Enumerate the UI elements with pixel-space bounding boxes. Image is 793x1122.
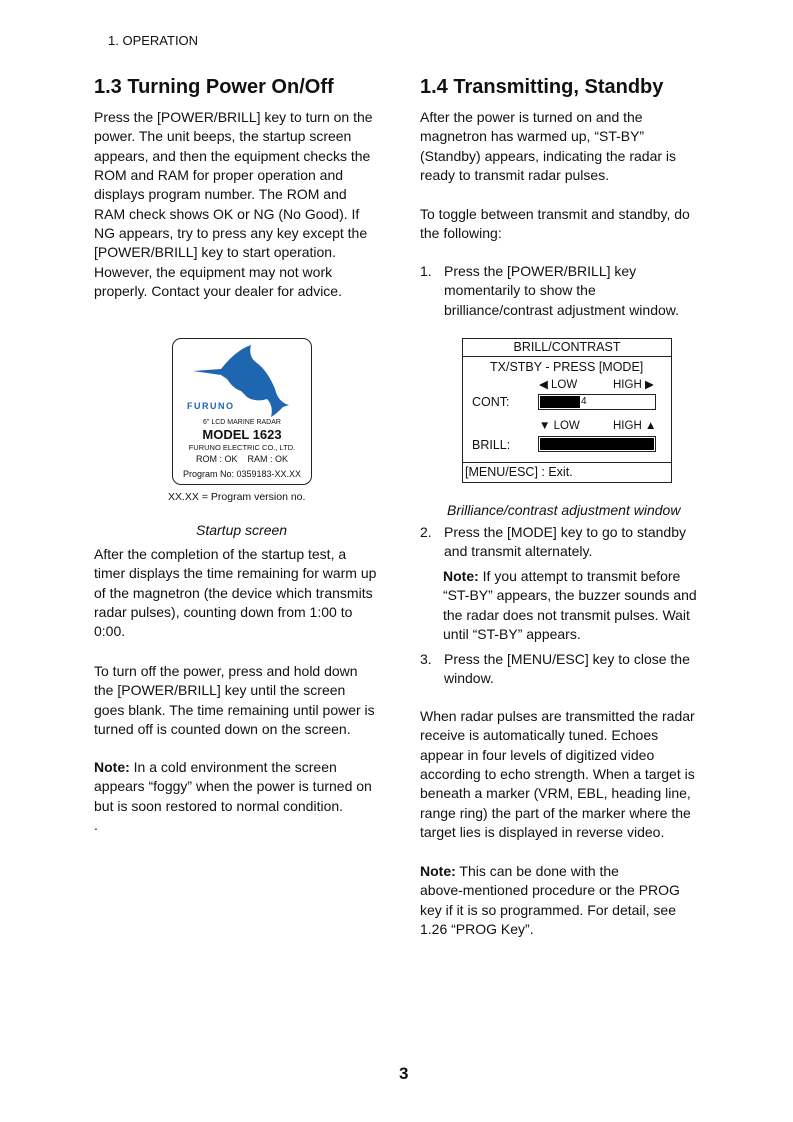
text-line: radar pulses), counting down from 1:00 to	[94, 604, 353, 621]
text-line: and transmit alternately.	[444, 543, 593, 560]
text-line: After the completion of the startup test, a	[94, 546, 347, 562]
text-line: appear in four levels of digitized video	[420, 746, 655, 763]
section-heading-1-4: 1.4 Transmitting, Standby	[420, 76, 664, 98]
text-line: turned off is counted down on the screen.	[94, 721, 351, 738]
ram-status: RAM : OK	[247, 454, 289, 464]
startup-caption: Startup screen	[196, 522, 288, 538]
note-label: Note:	[443, 568, 479, 584]
note-transmit	[443, 567, 697, 644]
text-line: Press the [MENU/ESC] key to close the	[444, 651, 690, 667]
program-number: Program No: 0359183-XX.XX	[182, 469, 302, 479]
text-line: When radar pulses are transmitted the radar	[420, 708, 695, 724]
text-line: the radar does not transmit pulses. Wait	[443, 606, 690, 623]
text-line: In a cold environment the screen	[133, 759, 337, 775]
contrast-value: 4	[581, 396, 587, 407]
text-line: 0:00.	[94, 623, 126, 640]
step-3	[444, 650, 690, 689]
contrast-bar[interactable]	[538, 394, 656, 410]
text-line: Press the [POWER/BRILL] key	[444, 263, 637, 279]
text-line: the following:	[420, 225, 502, 242]
cont-high-label: HIGH ▶	[613, 379, 654, 391]
text-line: power. The unit beeps, the startup screen	[94, 128, 352, 145]
figure-note: XX.XX = Program version no.	[168, 491, 306, 503]
text-line: RAM check shows OK or NG (No Good). If	[94, 205, 360, 222]
note-prog	[420, 862, 680, 939]
text-line: [POWER/BRILL] key to start operation.	[94, 244, 336, 261]
text-line: “ST-BY” appears, the buzzer sounds and	[443, 587, 697, 604]
text-line: If you attempt to transmit before	[482, 568, 681, 584]
cont-label: CONT:	[472, 395, 510, 409]
text-line: target lies is displayed in reverse video.	[420, 824, 665, 841]
note-cold	[94, 758, 372, 835]
paragraph-power-on	[94, 108, 373, 301]
section-heading-1-3: 1.3 Turning Power On/Off	[94, 76, 334, 98]
cont-low-label: ◀ LOW	[539, 379, 578, 391]
brill-contrast-window	[462, 338, 672, 483]
text-line: Press the [POWER/BRILL] key to turn on the	[94, 109, 373, 125]
paragraph-warmup	[94, 545, 376, 642]
text-line: 1.26 “PROG Key”.	[420, 921, 534, 938]
brill-label: BRILL:	[472, 438, 511, 452]
paragraph-echoes	[420, 707, 695, 842]
window-footer: [MENU/ESC] : Exit.	[463, 462, 671, 482]
text-line: but is soon restored to normal condition.	[94, 797, 344, 814]
note-label: Note:	[420, 863, 456, 879]
window-title: BRILL/CONTRAST	[463, 339, 671, 357]
text-line: However, the equipment may not work	[94, 263, 333, 280]
step-1-number: 1.	[420, 263, 432, 279]
brilliance-fill	[540, 438, 654, 450]
contrast-fill	[540, 396, 580, 408]
text-line: ROM and RAM for proper operation and	[94, 167, 344, 184]
text-line: of the magnetron (the device which transmits	[94, 584, 373, 601]
text-line: key if it is so programmed. For detail, see	[420, 901, 676, 918]
step-1	[444, 262, 679, 320]
brilliance-bar[interactable]	[538, 436, 656, 452]
text-line: magnetron has warmed up, “ST-BY”	[420, 128, 645, 145]
rom-status: ROM : OK	[195, 454, 238, 464]
text-line: (Standby) appears, indicating the radar is	[420, 147, 677, 164]
text-line: timer displays the time remaining for warm up	[94, 565, 377, 582]
text-line: appears, and then the equipment checks the	[94, 147, 371, 164]
text-line: goes blank. The time remaining until power is	[94, 701, 375, 718]
text-line: beneath a marker (VRM, EBL, heading line,	[420, 785, 691, 802]
text-line: displays program number. The ROM and	[94, 186, 347, 203]
text-line: range ring) the part of the marker where the	[420, 804, 691, 821]
text-line: NG appears, try to press any key except the	[94, 225, 368, 242]
note-label: Note:	[94, 759, 130, 775]
text-line: until “ST-BY” appears.	[443, 626, 581, 643]
text-line: appears “foggy” when the power is turned on	[94, 778, 372, 795]
paragraph-standby	[420, 108, 676, 185]
model-name: MODEL 1623	[202, 427, 282, 442]
text-line: ready to transmit radar pulses.	[420, 167, 610, 184]
text-line: above-mentioned procedure or the PROG	[420, 882, 680, 899]
text-line: To toggle between transmit and standby, do	[420, 206, 690, 222]
maker-name: FURUNO ELECTRIC CO., LTD.	[188, 443, 296, 452]
startup-screen-figure	[172, 338, 312, 485]
text-line: window.	[444, 670, 494, 687]
text-line: This can be done with the	[459, 863, 619, 879]
step-2-number: 2.	[420, 524, 432, 540]
step-2	[444, 523, 686, 562]
text-line: properly. Contact your dealer for advice.	[94, 283, 342, 300]
brill-low-label: ▼ LOW	[539, 420, 580, 432]
paragraph-toggle	[420, 205, 690, 244]
text-line: To turn off the power, press and hold down	[94, 663, 358, 679]
paragraph-power-off	[94, 662, 375, 739]
text-line: Press the [MODE] key to go to standby	[444, 524, 686, 540]
product-line: 6" LCD MARINE RADAR	[203, 419, 281, 426]
brill-high-label: HIGH ▲	[613, 420, 657, 432]
furuno-brand: FURUNO	[187, 401, 235, 411]
step-3-number: 3.	[420, 651, 432, 667]
window-subtitle: TX/STBY - PRESS [MODE]	[490, 360, 644, 374]
text-line: the [POWER/BRILL] key until the screen	[94, 682, 346, 699]
window-caption: Brilliance/contrast adjustment window	[447, 502, 681, 518]
text-line: momentarily to show the	[444, 282, 596, 299]
text-line: according to echo strength. When a target is	[420, 766, 695, 783]
page-number: 3	[399, 1064, 409, 1083]
text-line: After the power is turned on and the	[420, 109, 643, 125]
text-line: receive is automatically tuned. Echoes	[420, 727, 659, 744]
text-line: brilliance/contrast adjustment window.	[444, 301, 680, 318]
text-line: .	[94, 817, 98, 834]
running-header: 1. OPERATION	[108, 33, 199, 48]
